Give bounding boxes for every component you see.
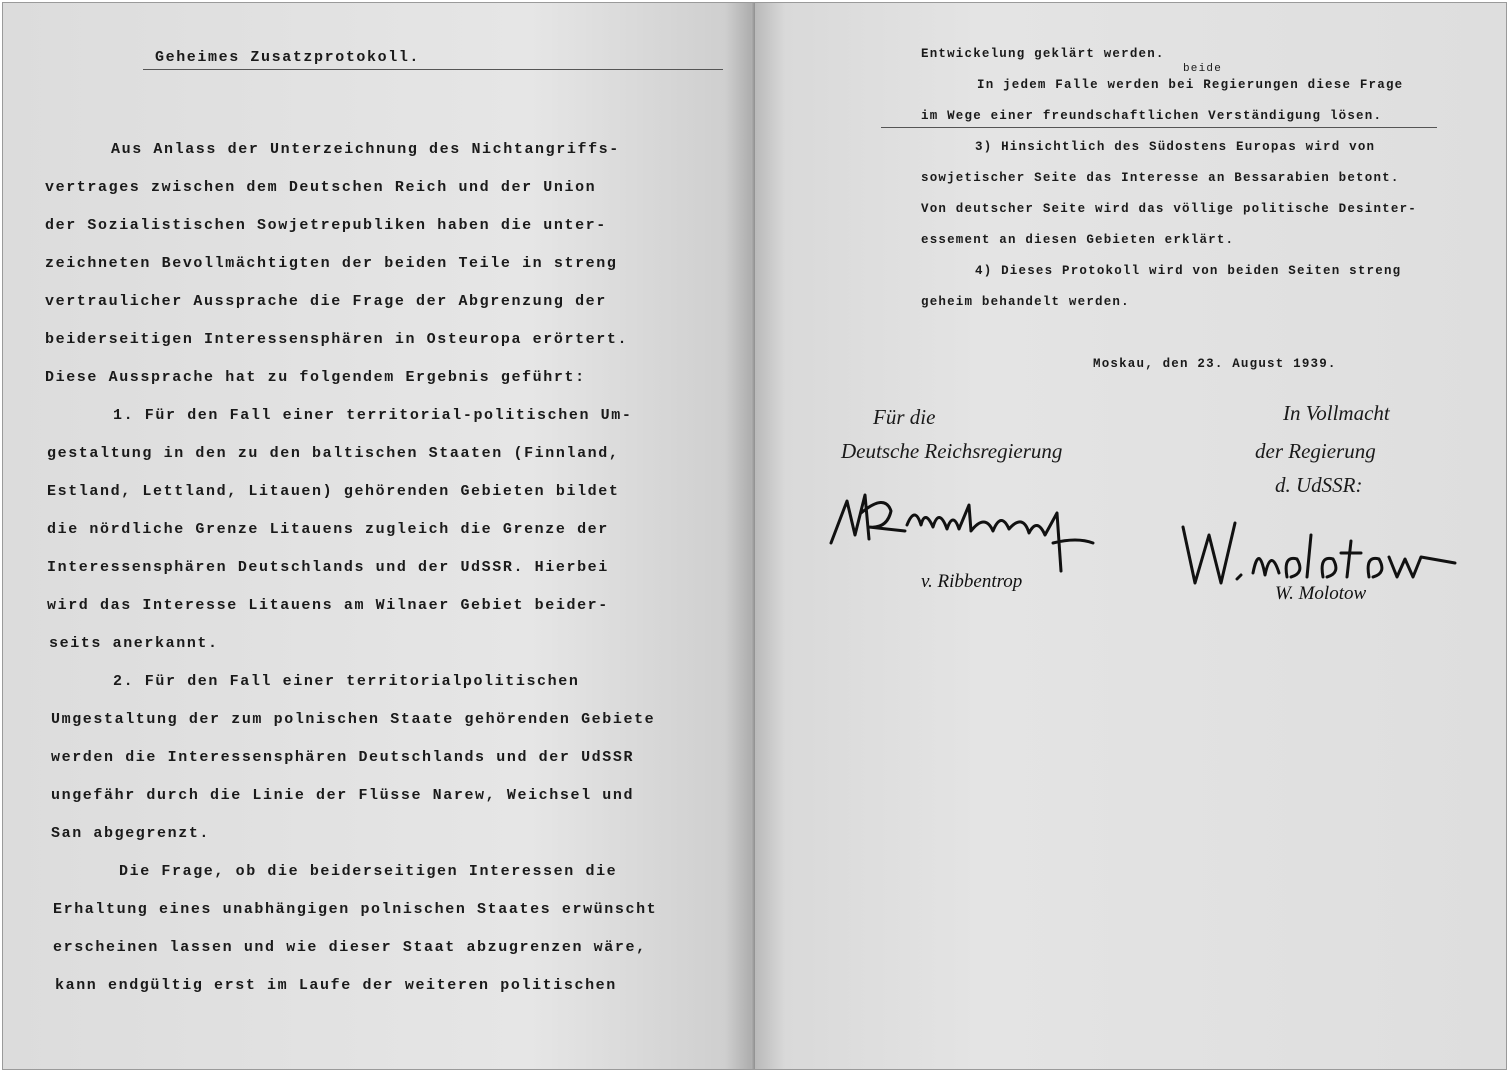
- signature-text: v. Ribbentrop: [921, 571, 1023, 592]
- text-line: Erhaltung eines unabhängigen polnischen Staates erwünscht: [53, 901, 658, 918]
- signature-heading: Deutsche Reichsregierung: [841, 439, 1063, 463]
- text-line: der Sozialistischen Sowjetrepubliken haben die unter-: [45, 217, 607, 234]
- text-line: essement an diesen Gebieten erklärt.: [921, 233, 1235, 247]
- page-title: Geheimes Zusatzprotokoll.: [155, 49, 421, 66]
- text-line: Umgestaltung der zum polnischen Staate gehörenden Gebiete: [51, 711, 656, 728]
- text-line: Interessensphären Deutschlands und der UdSSR. Hierbei: [47, 559, 609, 576]
- handwritten-insertion: beide: [1183, 63, 1223, 75]
- text-line: ungefähr durch die Linie der Flüsse Narew, Weichsel und: [51, 787, 635, 804]
- text-line: San abgegrenzt.: [51, 825, 211, 842]
- text-line: gestaltung in den zu den baltischen Staaten (Finnland,: [47, 445, 620, 462]
- text-line: kann endgültig erst im Laufe der weiteren politischen: [55, 977, 617, 994]
- text-line: Von deutscher Seite wird das völlige politische Desinter-: [921, 202, 1417, 216]
- left-page: [3, 3, 755, 1069]
- text-line: Diese Aussprache hat zu folgendem Ergebnis geführt:: [45, 369, 586, 386]
- bleed-through: [63, 63, 68, 86]
- text-line: In jedem Falle werden bei Regierungen diese Frage: [977, 78, 1404, 92]
- text-line: geheim behandelt werden.: [921, 295, 1130, 309]
- text-line: beiderseitigen Interessensphären in Osteuropa erörtert.: [45, 331, 629, 348]
- text-line: vertrages zwischen dem Deutschen Reich und der Union: [45, 179, 597, 196]
- text-line: im Wege einer freundschaftlichen Verständigung lösen.: [921, 109, 1383, 123]
- text-line: seits anerkannt.: [49, 635, 219, 652]
- title-underline: [143, 69, 723, 70]
- ribbentrop-signature: [825, 483, 1125, 593]
- text-line: erscheinen lassen und wie dieser Staat abzugrenzen wäre,: [53, 939, 647, 956]
- signature-heading: der Regierung: [1255, 439, 1376, 463]
- text-line: die nördliche Grenze Litauens zugleich die Grenze der: [47, 521, 609, 538]
- text-line: 4) Dieses Protokoll wird von beiden Seiten streng: [975, 264, 1402, 278]
- text-line: wird das Interesse Litauens am Wilnaer Gebiet beider-: [47, 597, 609, 614]
- signature-text: W. Molotow: [1275, 583, 1367, 604]
- text-line: 2. Für den Fall einer territorialpolitischen: [113, 673, 580, 690]
- text-line: Die Frage, ob die beiderseitigen Interessen die: [119, 863, 618, 880]
- text-line: 3) Hinsichtlich des Südostens Europas wird von: [975, 140, 1376, 154]
- right-page: [755, 3, 1506, 1069]
- text-line: 1. Für den Fall einer territorial-politischen Um-: [113, 407, 633, 424]
- text-line: Estland, Lettland, Litauen) gehörenden Gebieten bildet: [47, 483, 620, 500]
- date-line: Moskau, den 23. August 1939.: [1093, 357, 1337, 371]
- text-line: Aus Anlass der Unterzeichnung des Nichtangriffs-: [111, 141, 620, 158]
- signature-heading: Für die: [873, 405, 936, 429]
- document-frame: [2, 2, 1507, 1070]
- text-line: zeichneten Bevollmächtigten der beiden Teile in streng: [45, 255, 618, 272]
- bleed-through: [73, 103, 77, 121]
- text-line: sowjetischer Seite das Interesse an Bessarabien betont.: [921, 171, 1400, 185]
- signature-heading: In Vollmacht: [1283, 401, 1390, 425]
- underline-rule: [881, 127, 1437, 128]
- text-line: vertraulicher Aussprache die Frage der Abgrenzung der: [45, 293, 607, 310]
- text-line: Entwickelung geklärt werden.: [921, 47, 1165, 61]
- molotov-signature: [1175, 513, 1465, 603]
- text-line: werden die Interessensphären Deutschlands und der UdSSR: [51, 749, 635, 766]
- signature-heading: d. UdSSR:: [1275, 473, 1363, 497]
